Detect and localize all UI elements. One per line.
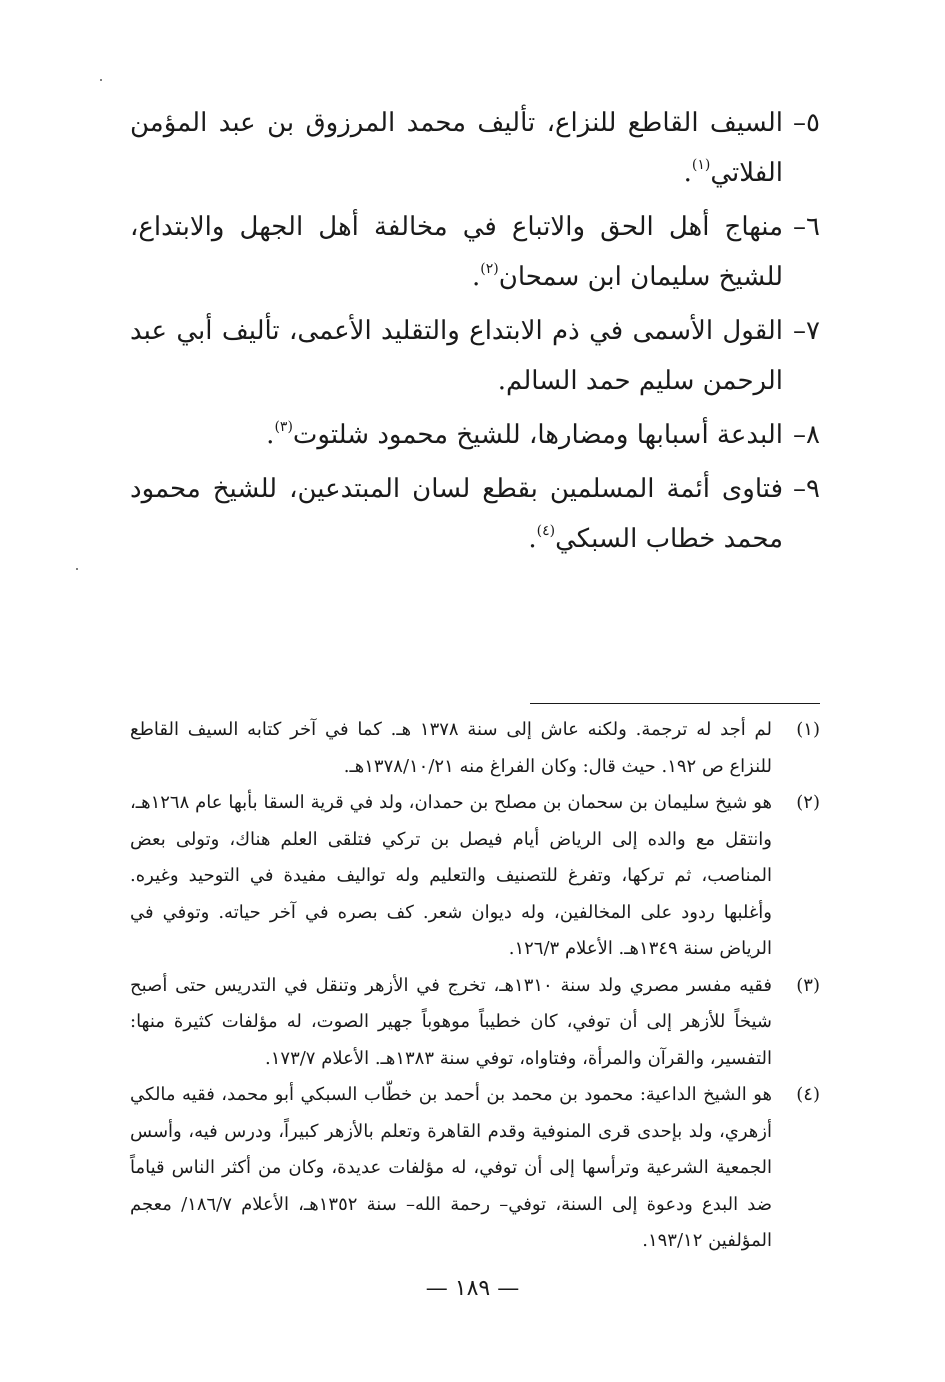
book-list (130, 98, 820, 568)
footnote-ref: (٣) (274, 419, 293, 435)
list-item-title: السيف القاطع للنزاع، تأليف محمد المرزوق بن عبد المؤمن الفلاتي (130, 108, 784, 188)
list-item-text (130, 410, 783, 460)
list-item (130, 202, 820, 302)
footnote-separator (530, 703, 820, 704)
scan-speck (100, 79, 102, 81)
list-item-title: القول الأسمى في ذم الابتداع والتقليد الأعمى، تأليف أبي عبد الرحمن سليم حمد السالم. (130, 316, 784, 396)
list-item (130, 306, 820, 406)
list-item-text (130, 98, 783, 198)
list-item (130, 410, 820, 460)
footnote-number: (٢) (796, 792, 820, 813)
footnote (130, 968, 820, 1078)
list-item-end: . (528, 524, 537, 554)
list-item-end: . (471, 262, 481, 292)
list-item (130, 98, 820, 198)
list-item-text (130, 306, 783, 406)
footnote (130, 712, 820, 785)
list-item-number: ٦– (793, 212, 820, 242)
footnote-number: (٤) (796, 1084, 820, 1105)
list-item-number: ٧– (793, 316, 820, 346)
footnote-number: (٣) (796, 974, 820, 996)
footnote (130, 1077, 820, 1260)
list-item-title: منهاج أهل الحق والاتباع في مخالفة أهل الجهل والابتداع، للشيخ سليمان ابن سمحان (130, 212, 784, 292)
list-item (130, 464, 820, 564)
footnote-text: لم أجد له ترجمة. ولكنه عاش إلى سنة ١٣٧٨ هـ. كما في آخر كتابه السيف القاطع للنزاع ص ١٩٢. حيث قال: وكان الفراغ منه ١٣٧٨/١٠/٢١هـ. (130, 719, 772, 777)
list-item-title: البدعة أسبابها ومضارها، للشيخ محمود شلتوت (292, 420, 784, 450)
list-item-text (130, 464, 783, 564)
footnote-number: (١) (796, 719, 820, 740)
footnote-ref: (٤) (536, 523, 556, 539)
list-item-end: . (683, 158, 692, 188)
list-item-text (130, 202, 783, 302)
list-item-number: ٨– (793, 420, 820, 450)
footnote (130, 785, 820, 968)
footnote-text: هو الشيخ الداعية: محمود بن محمد بن أحمد بن خطّاب السبكي أبو محمد، فقيه مالكي أزهري، ولد بإحدى قرى المنوفية وقدم القاهرة وتعلم بالأزهر كبيراً، ودرس فيه، وأسس الجمعية الشرعية وترأسها إلى أن توفي، له مؤلفات عديدة، وكان من أكثر الناس قياماً ضد البدع ودعوة إلى السنة، توفي– رحمة الله– سنة ١٣٥٢هـ، الأعلام ١٨٦/٧/ معجم المؤلفين ١٩٣/١٢. (130, 1084, 772, 1251)
list-item-number: ٥– (793, 108, 820, 138)
footnotes (130, 712, 820, 1260)
list-item-title: فتاوى أئمة المسلمين بقطع لسان المبتدعين، للشيخ محمود محمد خطاب السبكي (130, 474, 784, 554)
footnote-text: هو شيخ سليمان بن سحمان بن مصلح بن حمدان، ولد في قرية السقا بأبها عام ١٢٦٨هـ، وانتقل مع والده إلى الرياض أيام فيصل بن تركي فتلقى العلم هناك، وتولى بعض المناصب، ثم تركها، وتفرغ للتصنيف والتعليم وله تواليف مفيدة في التوحيد وغيره. وأغلبها ردود على المخالفين، وله ديوان شعر. كف بصره في آخر حياته. وتوفي في الرياض سنة ١٣٤٩هـ. الأعلام ١٢٦/٣. (130, 792, 772, 959)
scan-speck (76, 568, 78, 570)
list-item-number: ٩– (793, 474, 820, 504)
footnote-ref: (١) (691, 157, 711, 173)
page-number: — ١٨٩ — (425, 1276, 520, 1301)
footnote-ref: (٢) (480, 261, 499, 277)
list-item-end: . (266, 420, 275, 450)
footnote-text: فقيه مفسر مصري ولد سنة ١٣١٠هـ، تخرج في الأزهر وتنقل في التدريس حتى أصبح شيخاً للأزهر إلى أن توفي، كان خطيباً موهوباً جهير الصوت، له مؤلفات كثيرة منها: التفسير، والقرآن والمرأة، وفتاواه، توفي سنة ١٣٨٣هـ. الأعلام ١٧٣/٧. (130, 974, 772, 1069)
